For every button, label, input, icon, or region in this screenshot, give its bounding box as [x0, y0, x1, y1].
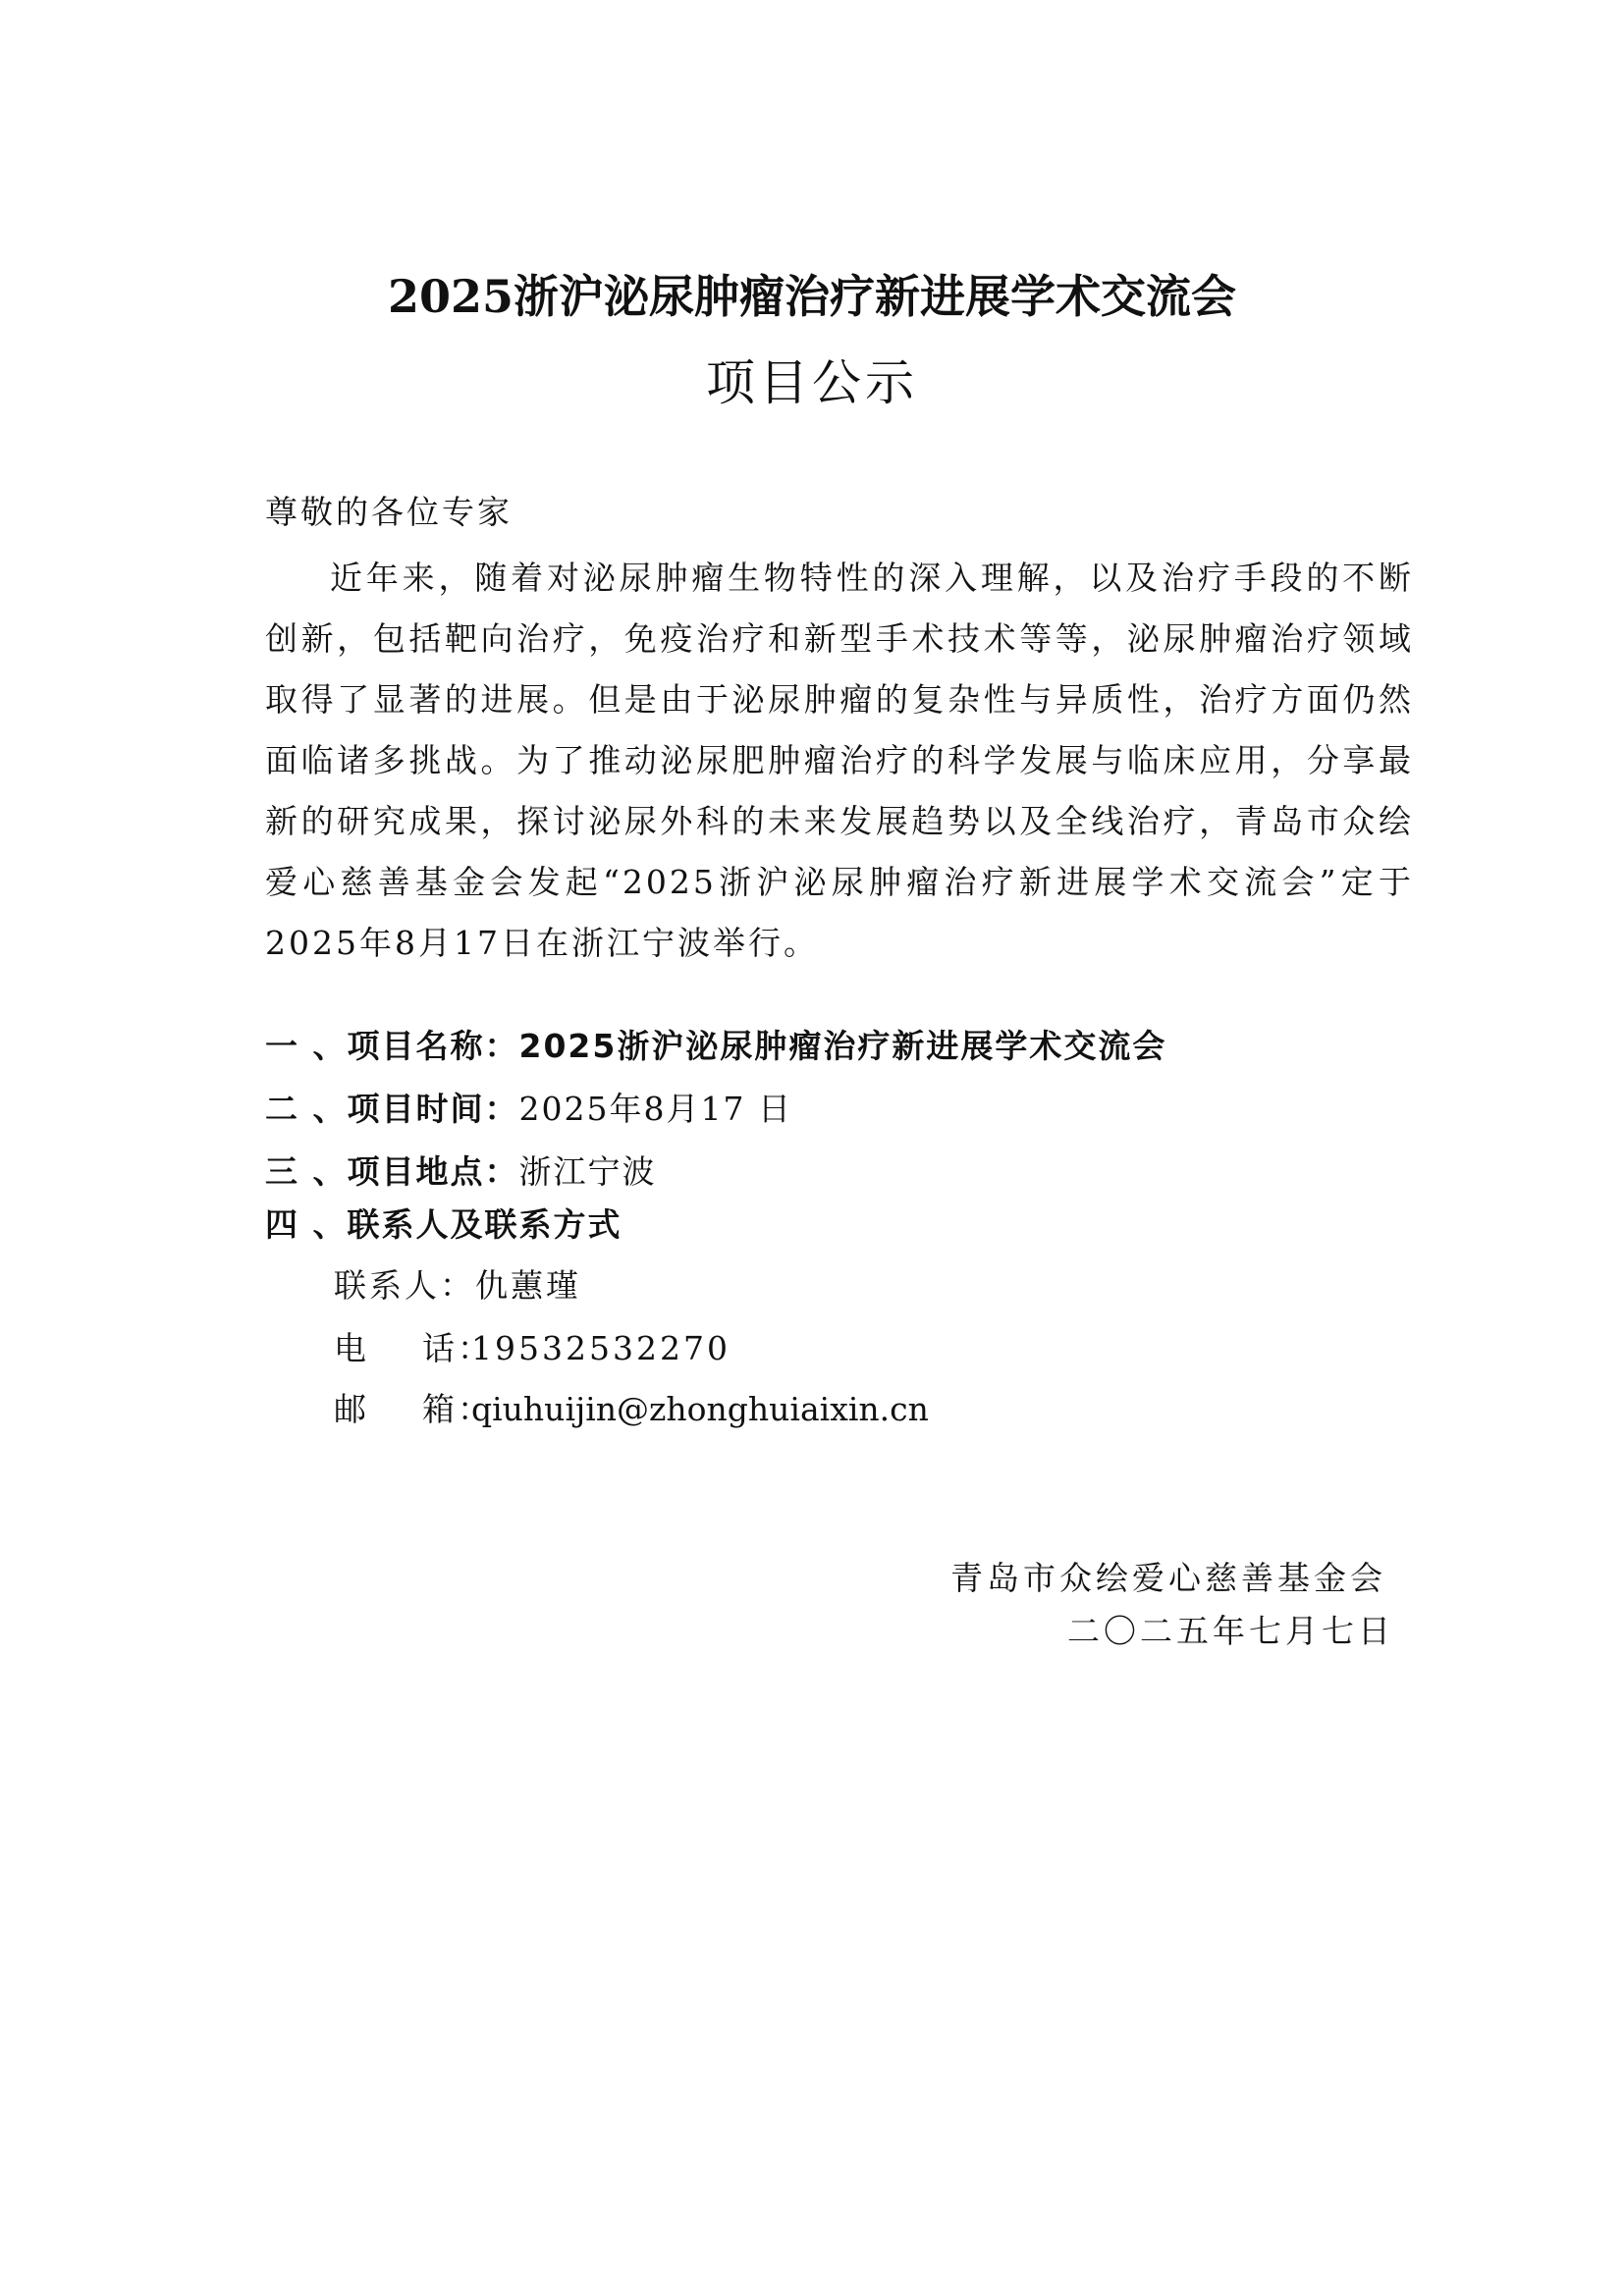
contact-phone: [334, 1323, 731, 1374]
section-value: 2025浙沪泌尿肿瘤治疗新进展学术交流会: [518, 1027, 1167, 1065]
signature-organization: 青岛市众绘爱心慈善基金会: [950, 1559, 1386, 1597]
section-label: 四 、联系人及联系方式: [265, 1205, 623, 1244]
contact-email-value: qiuhuijin@zhonghuiaixin.cn: [471, 1390, 929, 1428]
section-project-location: [265, 1147, 657, 1198]
contact-person-label: 联系人：: [334, 1266, 475, 1305]
section-label: 三 、项目地点：: [265, 1152, 519, 1191]
section-contact-heading: [265, 1200, 623, 1251]
greeting: 尊敬的各位专家: [265, 493, 513, 531]
contact-person: [334, 1260, 581, 1311]
section-value: 浙江宁波: [518, 1152, 657, 1191]
section-label: 二 、项目时间：: [265, 1090, 519, 1128]
contact-email-label: 邮 箱：: [334, 1390, 493, 1428]
contact-phone-value: 19532532270: [471, 1329, 731, 1367]
section-project-name: [265, 1021, 1166, 1072]
body-paragraph: 近年来，随着对泌尿肿瘤生物特性的深入理解，以及治疗手段的不断创新，包括靶向治疗，免疫治疗和新型手术技术等等，泌尿肿瘤治疗领域取得了显著的进展。但是由于泌尿肿瘤的复杂性与异质性，治疗方面仍然面临诸多挑战。为了推动泌尿肥肿瘤治疗的科学发展与临床应用，分享最新的研究成果，探讨泌尿外科的未来发展趋势以及全线治疗，青岛市众绘爱心慈善基金会发起“2025浙沪泌尿肿瘤治疗新进展学术交流会”定于2025年8月17日在浙江宁波举行。: [265, 559, 1414, 962]
section-project-time: [265, 1084, 792, 1135]
signature-date: 二〇二五年七月七日: [1067, 1612, 1394, 1650]
section-label: 一 、项目名称：: [265, 1027, 519, 1065]
document-title: 2025浙沪泌尿肿瘤治疗新进展学术交流会: [387, 270, 1237, 323]
document-subtitle: 项目公示: [706, 354, 918, 411]
contact-phone-label: 电 话：: [334, 1329, 493, 1367]
contact-person-value: 仇蕙瑾: [475, 1266, 581, 1305]
contact-email: [334, 1384, 929, 1435]
section-value: 2025年8月17 日: [518, 1090, 792, 1128]
